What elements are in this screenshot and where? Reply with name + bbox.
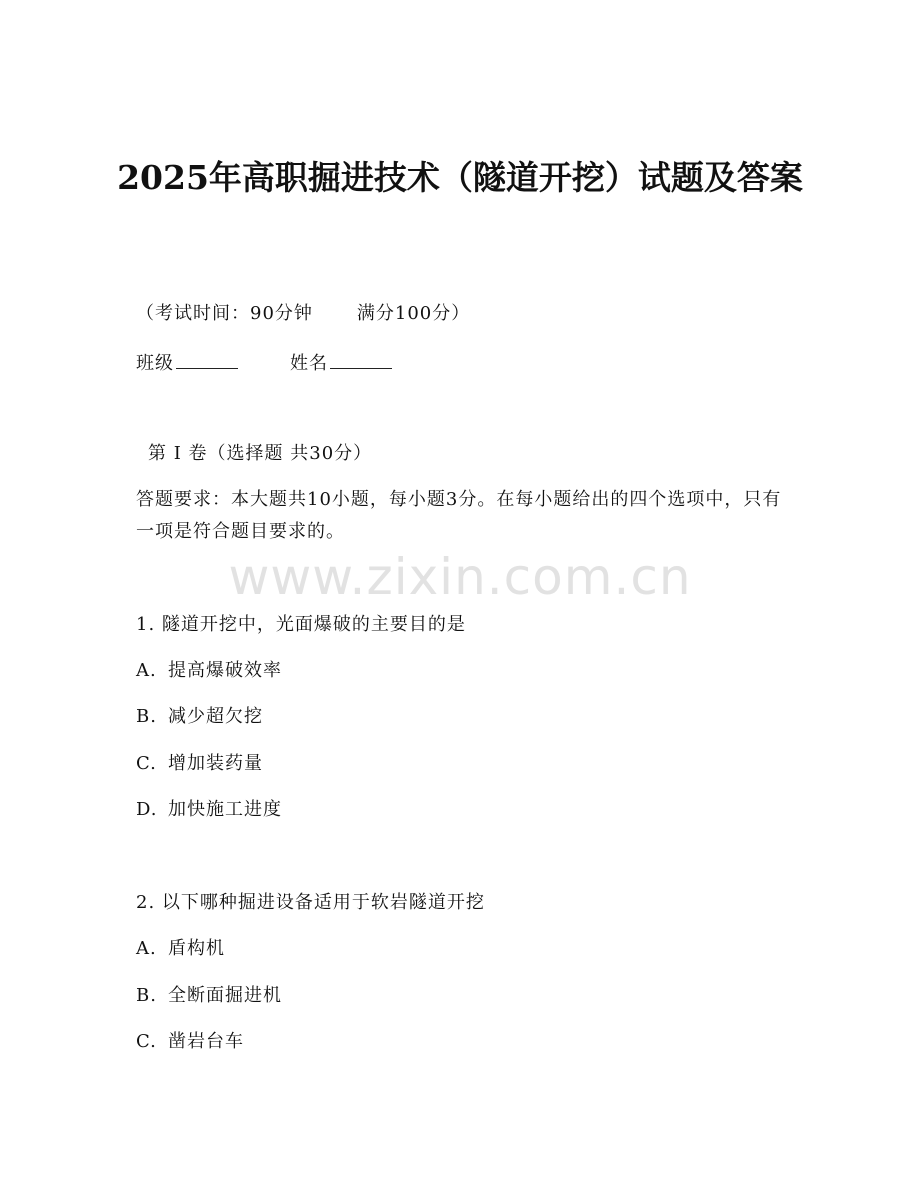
option-text: 增加装药量 (168, 753, 263, 774)
name-blank[interactable] (330, 350, 392, 369)
question-stem: 1. 隧道开挖中，光面爆破的主要目的是 (136, 614, 466, 635)
question-stem: 2. 以下哪种掘进设备适用于软岩隧道开挖 (136, 892, 485, 913)
option-item (136, 705, 263, 729)
option-label: C. (136, 753, 157, 774)
option-text: 减少超欠挖 (168, 706, 263, 727)
option-label: D. (136, 799, 158, 820)
student-fields (136, 350, 392, 376)
class-blank[interactable] (176, 350, 238, 369)
exam-time: （考试时间：90分钟 (136, 303, 313, 324)
option-item (136, 752, 263, 776)
option-label: A. (136, 660, 157, 681)
section-heading: 第 I 卷（选择题 共30分） (148, 443, 373, 464)
option-label: B. (136, 985, 157, 1006)
section-instructions: 答题要求：本大题共10小题，每小题3分。在每小题给出的四个选项中，只有一项是符合题目要求的。 (136, 489, 782, 542)
option-text: 全断面掘进机 (168, 985, 282, 1006)
option-item (136, 798, 282, 822)
watermark-text: www.zixin.com.cn (228, 548, 692, 606)
option-item (136, 659, 282, 683)
option-text: 提高爆破效率 (168, 660, 282, 681)
class-label: 班级 (136, 353, 174, 374)
name-label: 姓名 (290, 353, 328, 374)
exam-info (136, 302, 470, 326)
exam-score: 满分100分） (356, 303, 471, 324)
option-text: 加快施工进度 (168, 799, 282, 820)
option-item (136, 1030, 244, 1054)
document-title: 2025年高职掘进技术（隧道开挖）试题及答案 (117, 158, 803, 197)
option-label: B. (136, 706, 157, 727)
option-label: A. (136, 938, 157, 959)
option-label: C. (136, 1031, 157, 1052)
option-item (136, 937, 225, 961)
option-text: 盾构机 (168, 938, 225, 959)
option-text: 凿岩台车 (168, 1031, 244, 1052)
option-item (136, 984, 282, 1008)
